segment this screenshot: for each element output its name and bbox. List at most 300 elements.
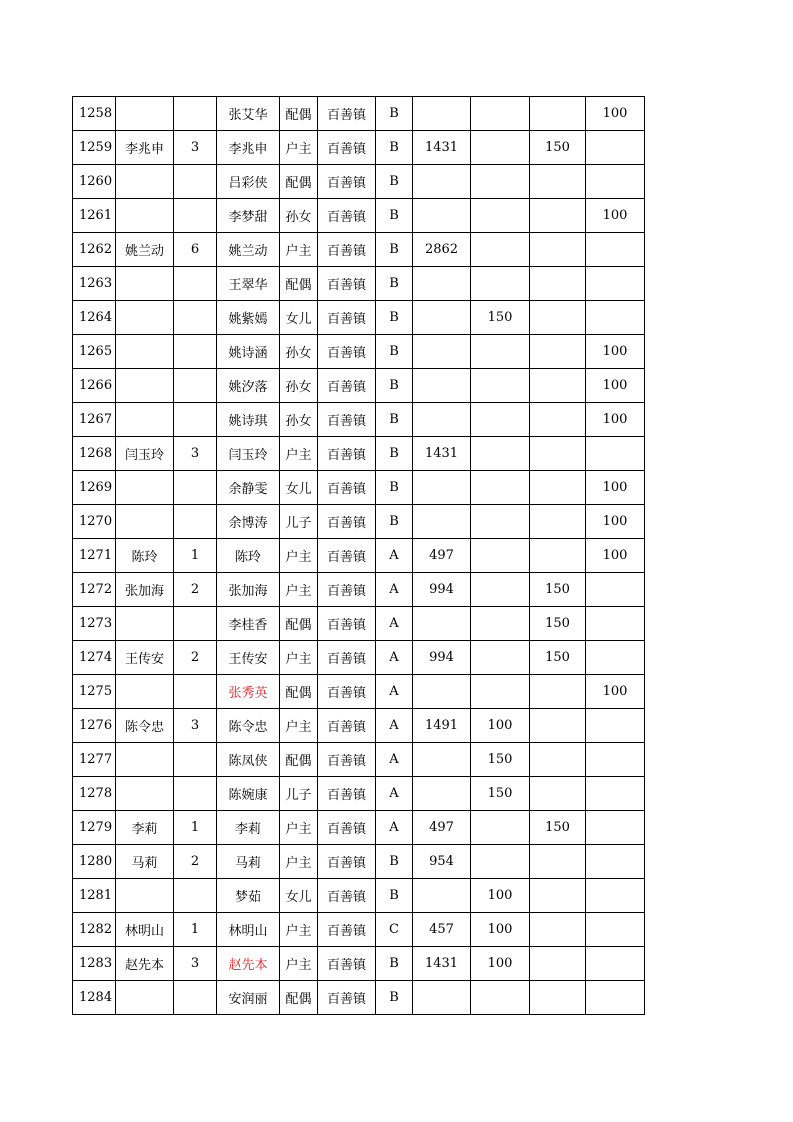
amount-c-cell xyxy=(530,233,586,267)
amount-a-cell xyxy=(413,165,471,199)
row-number-cell: 1280 xyxy=(73,845,116,879)
amount-b-cell xyxy=(471,471,530,505)
row-number-cell: 1268 xyxy=(73,437,116,471)
amount-d-cell xyxy=(586,947,645,981)
household-size-cell xyxy=(174,335,217,369)
table-row xyxy=(73,131,645,165)
class-cell: B xyxy=(376,437,413,471)
town-cell: 百善镇 xyxy=(318,505,376,539)
amount-d-cell xyxy=(586,233,645,267)
amount-b-cell: 100 xyxy=(471,709,530,743)
amount-a-cell xyxy=(413,879,471,913)
class-cell: B xyxy=(376,845,413,879)
class-cell: C xyxy=(376,913,413,947)
amount-d-cell xyxy=(586,913,645,947)
amount-c-cell: 150 xyxy=(530,811,586,845)
amount-b-cell xyxy=(471,199,530,233)
member-name-cell: 姚紫嫣 xyxy=(217,301,280,335)
town-cell: 百善镇 xyxy=(318,743,376,777)
town-cell: 百善镇 xyxy=(318,267,376,301)
table-row xyxy=(73,777,645,811)
household-head-cell: 林明山 xyxy=(116,913,174,947)
household-size-cell: 3 xyxy=(174,131,217,165)
amount-d-cell xyxy=(586,267,645,301)
row-number-cell: 1265 xyxy=(73,335,116,369)
row-number-cell: 1269 xyxy=(73,471,116,505)
household-head-cell: 闫玉玲 xyxy=(116,437,174,471)
relation-cell: 配偶 xyxy=(280,743,318,777)
class-cell: B xyxy=(376,233,413,267)
amount-c-cell xyxy=(530,879,586,913)
town-cell: 百善镇 xyxy=(318,607,376,641)
relation-cell: 孙女 xyxy=(280,335,318,369)
table-row xyxy=(73,675,645,709)
row-number-cell: 1276 xyxy=(73,709,116,743)
amount-b-cell xyxy=(471,437,530,471)
member-name-cell: 梦茹 xyxy=(217,879,280,913)
amount-b-cell xyxy=(471,811,530,845)
amount-d-cell xyxy=(586,845,645,879)
household-size-cell xyxy=(174,607,217,641)
amount-a-cell xyxy=(413,505,471,539)
amount-b-cell xyxy=(471,641,530,675)
table-row xyxy=(73,301,645,335)
amount-d-cell: 100 xyxy=(586,675,645,709)
household-size-cell: 3 xyxy=(174,437,217,471)
table-row xyxy=(73,607,645,641)
amount-d-cell: 100 xyxy=(586,505,645,539)
amount-d-cell xyxy=(586,301,645,335)
amount-c-cell xyxy=(530,539,586,573)
row-number-cell: 1281 xyxy=(73,879,116,913)
row-number-cell: 1271 xyxy=(73,539,116,573)
table-row xyxy=(73,437,645,471)
relation-cell: 孙女 xyxy=(280,199,318,233)
town-cell: 百善镇 xyxy=(318,369,376,403)
amount-a-cell: 497 xyxy=(413,539,471,573)
amount-a-cell xyxy=(413,471,471,505)
class-cell: A xyxy=(376,607,413,641)
class-cell: B xyxy=(376,879,413,913)
table-row xyxy=(73,471,645,505)
relation-cell: 孙女 xyxy=(280,403,318,437)
table-row xyxy=(73,403,645,437)
amount-c-cell xyxy=(530,437,586,471)
town-cell: 百善镇 xyxy=(318,335,376,369)
amount-c-cell xyxy=(530,335,586,369)
amount-b-cell xyxy=(471,505,530,539)
town-cell: 百善镇 xyxy=(318,131,376,165)
member-name-cell: 张艾华 xyxy=(217,97,280,131)
amount-c-cell xyxy=(530,709,586,743)
household-head-cell: 李莉 xyxy=(116,811,174,845)
table-row xyxy=(73,641,645,675)
table-row xyxy=(73,879,645,913)
relation-cell: 户主 xyxy=(280,913,318,947)
relation-cell: 女儿 xyxy=(280,471,318,505)
table-body xyxy=(73,97,645,1015)
member-name-cell: 闫玉玲 xyxy=(217,437,280,471)
household-head-cell xyxy=(116,981,174,1015)
amount-a-cell xyxy=(413,369,471,403)
household-size-cell: 6 xyxy=(174,233,217,267)
relation-cell: 户主 xyxy=(280,811,318,845)
amount-a-cell xyxy=(413,403,471,437)
class-cell: A xyxy=(376,777,413,811)
town-cell: 百善镇 xyxy=(318,675,376,709)
amount-a-cell: 497 xyxy=(413,811,471,845)
member-name-cell: 张加海 xyxy=(217,573,280,607)
amount-d-cell: 100 xyxy=(586,199,645,233)
amount-a-cell xyxy=(413,301,471,335)
member-name-cell: 李桂香 xyxy=(217,607,280,641)
member-name-cell: 张秀英 xyxy=(217,675,280,709)
town-cell: 百善镇 xyxy=(318,845,376,879)
row-number-cell: 1284 xyxy=(73,981,116,1015)
amount-d-cell: 100 xyxy=(586,471,645,505)
row-number-cell: 1261 xyxy=(73,199,116,233)
member-name-cell: 余博涛 xyxy=(217,505,280,539)
class-cell: B xyxy=(376,199,413,233)
amount-c-cell xyxy=(530,369,586,403)
table-row xyxy=(73,505,645,539)
amount-d-cell: 100 xyxy=(586,403,645,437)
table-row xyxy=(73,369,645,403)
table-row xyxy=(73,709,645,743)
member-name-cell: 姚汐落 xyxy=(217,369,280,403)
table-row xyxy=(73,947,645,981)
household-head-cell: 姚兰动 xyxy=(116,233,174,267)
household-size-cell: 1 xyxy=(174,539,217,573)
town-cell: 百善镇 xyxy=(318,233,376,267)
relation-cell: 配偶 xyxy=(280,675,318,709)
relation-cell: 孙女 xyxy=(280,369,318,403)
household-size-cell xyxy=(174,981,217,1015)
amount-d-cell: 100 xyxy=(586,335,645,369)
town-cell: 百善镇 xyxy=(318,947,376,981)
relation-cell: 户主 xyxy=(280,233,318,267)
relation-cell: 户主 xyxy=(280,437,318,471)
row-number-cell: 1282 xyxy=(73,913,116,947)
amount-c-cell xyxy=(530,845,586,879)
amount-d-cell xyxy=(586,641,645,675)
household-size-cell: 2 xyxy=(174,641,217,675)
household-size-cell xyxy=(174,97,217,131)
amount-b-cell: 100 xyxy=(471,879,530,913)
relation-cell: 女儿 xyxy=(280,879,318,913)
amount-a-cell: 994 xyxy=(413,641,471,675)
household-size-cell: 1 xyxy=(174,811,217,845)
amount-a-cell xyxy=(413,607,471,641)
amount-a-cell: 1431 xyxy=(413,947,471,981)
class-cell: B xyxy=(376,165,413,199)
household-table xyxy=(72,96,645,1015)
amount-a-cell xyxy=(413,97,471,131)
amount-a-cell: 1431 xyxy=(413,437,471,471)
amount-a-cell: 994 xyxy=(413,573,471,607)
amount-d-cell xyxy=(586,131,645,165)
amount-c-cell xyxy=(530,675,586,709)
row-number-cell: 1262 xyxy=(73,233,116,267)
class-cell: A xyxy=(376,709,413,743)
member-name-cell: 李兆申 xyxy=(217,131,280,165)
town-cell: 百善镇 xyxy=(318,573,376,607)
table-row xyxy=(73,335,645,369)
amount-c-cell xyxy=(530,471,586,505)
amount-d-cell: 100 xyxy=(586,97,645,131)
table-row xyxy=(73,845,645,879)
household-head-cell: 陈令忠 xyxy=(116,709,174,743)
amount-a-cell: 954 xyxy=(413,845,471,879)
household-head-cell: 李兆申 xyxy=(116,131,174,165)
household-size-cell: 2 xyxy=(174,573,217,607)
household-size-cell xyxy=(174,165,217,199)
household-head-cell xyxy=(116,301,174,335)
amount-d-cell: 100 xyxy=(586,539,645,573)
amount-c-cell: 150 xyxy=(530,641,586,675)
table-row xyxy=(73,97,645,131)
household-size-cell xyxy=(174,369,217,403)
amount-d-cell xyxy=(586,709,645,743)
amount-b-cell xyxy=(471,403,530,437)
member-name-cell: 马莉 xyxy=(217,845,280,879)
amount-a-cell xyxy=(413,335,471,369)
household-head-cell xyxy=(116,777,174,811)
amount-b-cell: 100 xyxy=(471,913,530,947)
member-name-cell: 姚诗涵 xyxy=(217,335,280,369)
town-cell: 百善镇 xyxy=(318,539,376,573)
member-name-cell: 陈令忠 xyxy=(217,709,280,743)
household-head-cell xyxy=(116,267,174,301)
member-name-cell: 姚兰动 xyxy=(217,233,280,267)
amount-a-cell xyxy=(413,675,471,709)
amount-d-cell xyxy=(586,573,645,607)
row-number-cell: 1272 xyxy=(73,573,116,607)
household-size-cell xyxy=(174,777,217,811)
amount-c-cell xyxy=(530,981,586,1015)
class-cell: B xyxy=(376,981,413,1015)
town-cell: 百善镇 xyxy=(318,165,376,199)
row-number-cell: 1267 xyxy=(73,403,116,437)
row-number-cell: 1264 xyxy=(73,301,116,335)
household-head-cell: 陈玲 xyxy=(116,539,174,573)
household-size-cell xyxy=(174,675,217,709)
row-number-cell: 1274 xyxy=(73,641,116,675)
household-size-cell: 2 xyxy=(174,845,217,879)
town-cell: 百善镇 xyxy=(318,641,376,675)
amount-c-cell xyxy=(530,947,586,981)
member-name-cell: 李梦甜 xyxy=(217,199,280,233)
amount-a-cell xyxy=(413,777,471,811)
class-cell: A xyxy=(376,811,413,845)
amount-a-cell xyxy=(413,267,471,301)
household-head-cell: 马莉 xyxy=(116,845,174,879)
class-cell: B xyxy=(376,403,413,437)
amount-c-cell xyxy=(530,777,586,811)
row-number-cell: 1266 xyxy=(73,369,116,403)
town-cell: 百善镇 xyxy=(318,301,376,335)
town-cell: 百善镇 xyxy=(318,709,376,743)
household-head-cell xyxy=(116,675,174,709)
amount-c-cell: 150 xyxy=(530,607,586,641)
relation-cell: 户主 xyxy=(280,947,318,981)
amount-c-cell xyxy=(530,165,586,199)
amount-c-cell xyxy=(530,505,586,539)
table-row xyxy=(73,743,645,777)
amount-b-cell xyxy=(471,131,530,165)
amount-d-cell xyxy=(586,165,645,199)
member-name-cell: 安润丽 xyxy=(217,981,280,1015)
row-number-cell: 1270 xyxy=(73,505,116,539)
household-head-cell: 赵先本 xyxy=(116,947,174,981)
amount-b-cell: 100 xyxy=(471,947,530,981)
household-size-cell xyxy=(174,267,217,301)
amount-c-cell: 150 xyxy=(530,131,586,165)
amount-c-cell xyxy=(530,743,586,777)
row-number-cell: 1258 xyxy=(73,97,116,131)
household-size-cell xyxy=(174,301,217,335)
amount-d-cell xyxy=(586,743,645,777)
household-head-cell xyxy=(116,607,174,641)
amount-b-cell xyxy=(471,165,530,199)
amount-b-cell xyxy=(471,267,530,301)
household-size-cell xyxy=(174,743,217,777)
town-cell: 百善镇 xyxy=(318,811,376,845)
amount-d-cell xyxy=(586,777,645,811)
amount-c-cell xyxy=(530,403,586,437)
town-cell: 百善镇 xyxy=(318,199,376,233)
household-head-cell xyxy=(116,335,174,369)
amount-d-cell xyxy=(586,981,645,1015)
amount-b-cell xyxy=(471,97,530,131)
table-row xyxy=(73,539,645,573)
amount-b-cell xyxy=(471,607,530,641)
relation-cell: 儿子 xyxy=(280,777,318,811)
amount-b-cell xyxy=(471,573,530,607)
household-size-cell xyxy=(174,403,217,437)
amount-b-cell xyxy=(471,539,530,573)
amount-c-cell: 150 xyxy=(530,573,586,607)
class-cell: B xyxy=(376,335,413,369)
class-cell: B xyxy=(376,301,413,335)
amount-b-cell xyxy=(471,335,530,369)
member-name-cell: 陈凤侠 xyxy=(217,743,280,777)
class-cell: A xyxy=(376,539,413,573)
amount-c-cell xyxy=(530,267,586,301)
relation-cell: 配偶 xyxy=(280,267,318,301)
household-head-cell xyxy=(116,199,174,233)
class-cell: B xyxy=(376,947,413,981)
household-head-cell: 张加海 xyxy=(116,573,174,607)
amount-c-cell xyxy=(530,199,586,233)
relation-cell: 配偶 xyxy=(280,607,318,641)
member-name-cell: 林明山 xyxy=(217,913,280,947)
row-number-cell: 1278 xyxy=(73,777,116,811)
household-size-cell: 3 xyxy=(174,709,217,743)
row-number-cell: 1277 xyxy=(73,743,116,777)
amount-b-cell xyxy=(471,233,530,267)
amount-c-cell xyxy=(530,913,586,947)
row-number-cell: 1259 xyxy=(73,131,116,165)
town-cell: 百善镇 xyxy=(318,437,376,471)
class-cell: A xyxy=(376,573,413,607)
household-head-cell xyxy=(116,403,174,437)
amount-a-cell xyxy=(413,981,471,1015)
relation-cell: 配偶 xyxy=(280,165,318,199)
relation-cell: 女儿 xyxy=(280,301,318,335)
class-cell: B xyxy=(376,97,413,131)
amount-a-cell xyxy=(413,199,471,233)
amount-a-cell: 1431 xyxy=(413,131,471,165)
relation-cell: 户主 xyxy=(280,641,318,675)
household-head-cell xyxy=(116,471,174,505)
town-cell: 百善镇 xyxy=(318,471,376,505)
household-head-cell xyxy=(116,97,174,131)
amount-a-cell: 2862 xyxy=(413,233,471,267)
class-cell: A xyxy=(376,743,413,777)
amount-a-cell: 457 xyxy=(413,913,471,947)
table-row xyxy=(73,267,645,301)
town-cell: 百善镇 xyxy=(318,879,376,913)
member-name-cell: 姚诗琪 xyxy=(217,403,280,437)
class-cell: A xyxy=(376,641,413,675)
relation-cell: 户主 xyxy=(280,539,318,573)
amount-b-cell xyxy=(471,845,530,879)
household-head-cell xyxy=(116,165,174,199)
household-head-cell xyxy=(116,879,174,913)
relation-cell: 户主 xyxy=(280,573,318,607)
member-name-cell: 陈玲 xyxy=(217,539,280,573)
amount-a-cell xyxy=(413,743,471,777)
household-head-cell: 王传安 xyxy=(116,641,174,675)
household-size-cell xyxy=(174,471,217,505)
amount-c-cell xyxy=(530,97,586,131)
amount-d-cell xyxy=(586,879,645,913)
relation-cell: 户主 xyxy=(280,709,318,743)
amount-b-cell: 150 xyxy=(471,743,530,777)
class-cell: B xyxy=(376,369,413,403)
table-row xyxy=(73,913,645,947)
class-cell: B xyxy=(376,131,413,165)
table-row xyxy=(73,165,645,199)
town-cell: 百善镇 xyxy=(318,97,376,131)
row-number-cell: 1275 xyxy=(73,675,116,709)
amount-d-cell xyxy=(586,607,645,641)
amount-c-cell xyxy=(530,301,586,335)
household-size-cell: 1 xyxy=(174,913,217,947)
member-name-cell: 余静雯 xyxy=(217,471,280,505)
amount-d-cell: 100 xyxy=(586,369,645,403)
relation-cell: 儿子 xyxy=(280,505,318,539)
member-name-cell: 陈婉康 xyxy=(217,777,280,811)
household-size-cell xyxy=(174,505,217,539)
town-cell: 百善镇 xyxy=(318,913,376,947)
household-size-cell xyxy=(174,879,217,913)
row-number-cell: 1273 xyxy=(73,607,116,641)
table-row xyxy=(73,199,645,233)
class-cell: B xyxy=(376,505,413,539)
member-name-cell: 李莉 xyxy=(217,811,280,845)
amount-d-cell xyxy=(586,811,645,845)
household-size-cell: 3 xyxy=(174,947,217,981)
member-name-cell: 赵先本 xyxy=(217,947,280,981)
amount-b-cell: 150 xyxy=(471,301,530,335)
class-cell: B xyxy=(376,267,413,301)
amount-a-cell: 1491 xyxy=(413,709,471,743)
table-row xyxy=(73,233,645,267)
class-cell: A xyxy=(376,675,413,709)
row-number-cell: 1279 xyxy=(73,811,116,845)
